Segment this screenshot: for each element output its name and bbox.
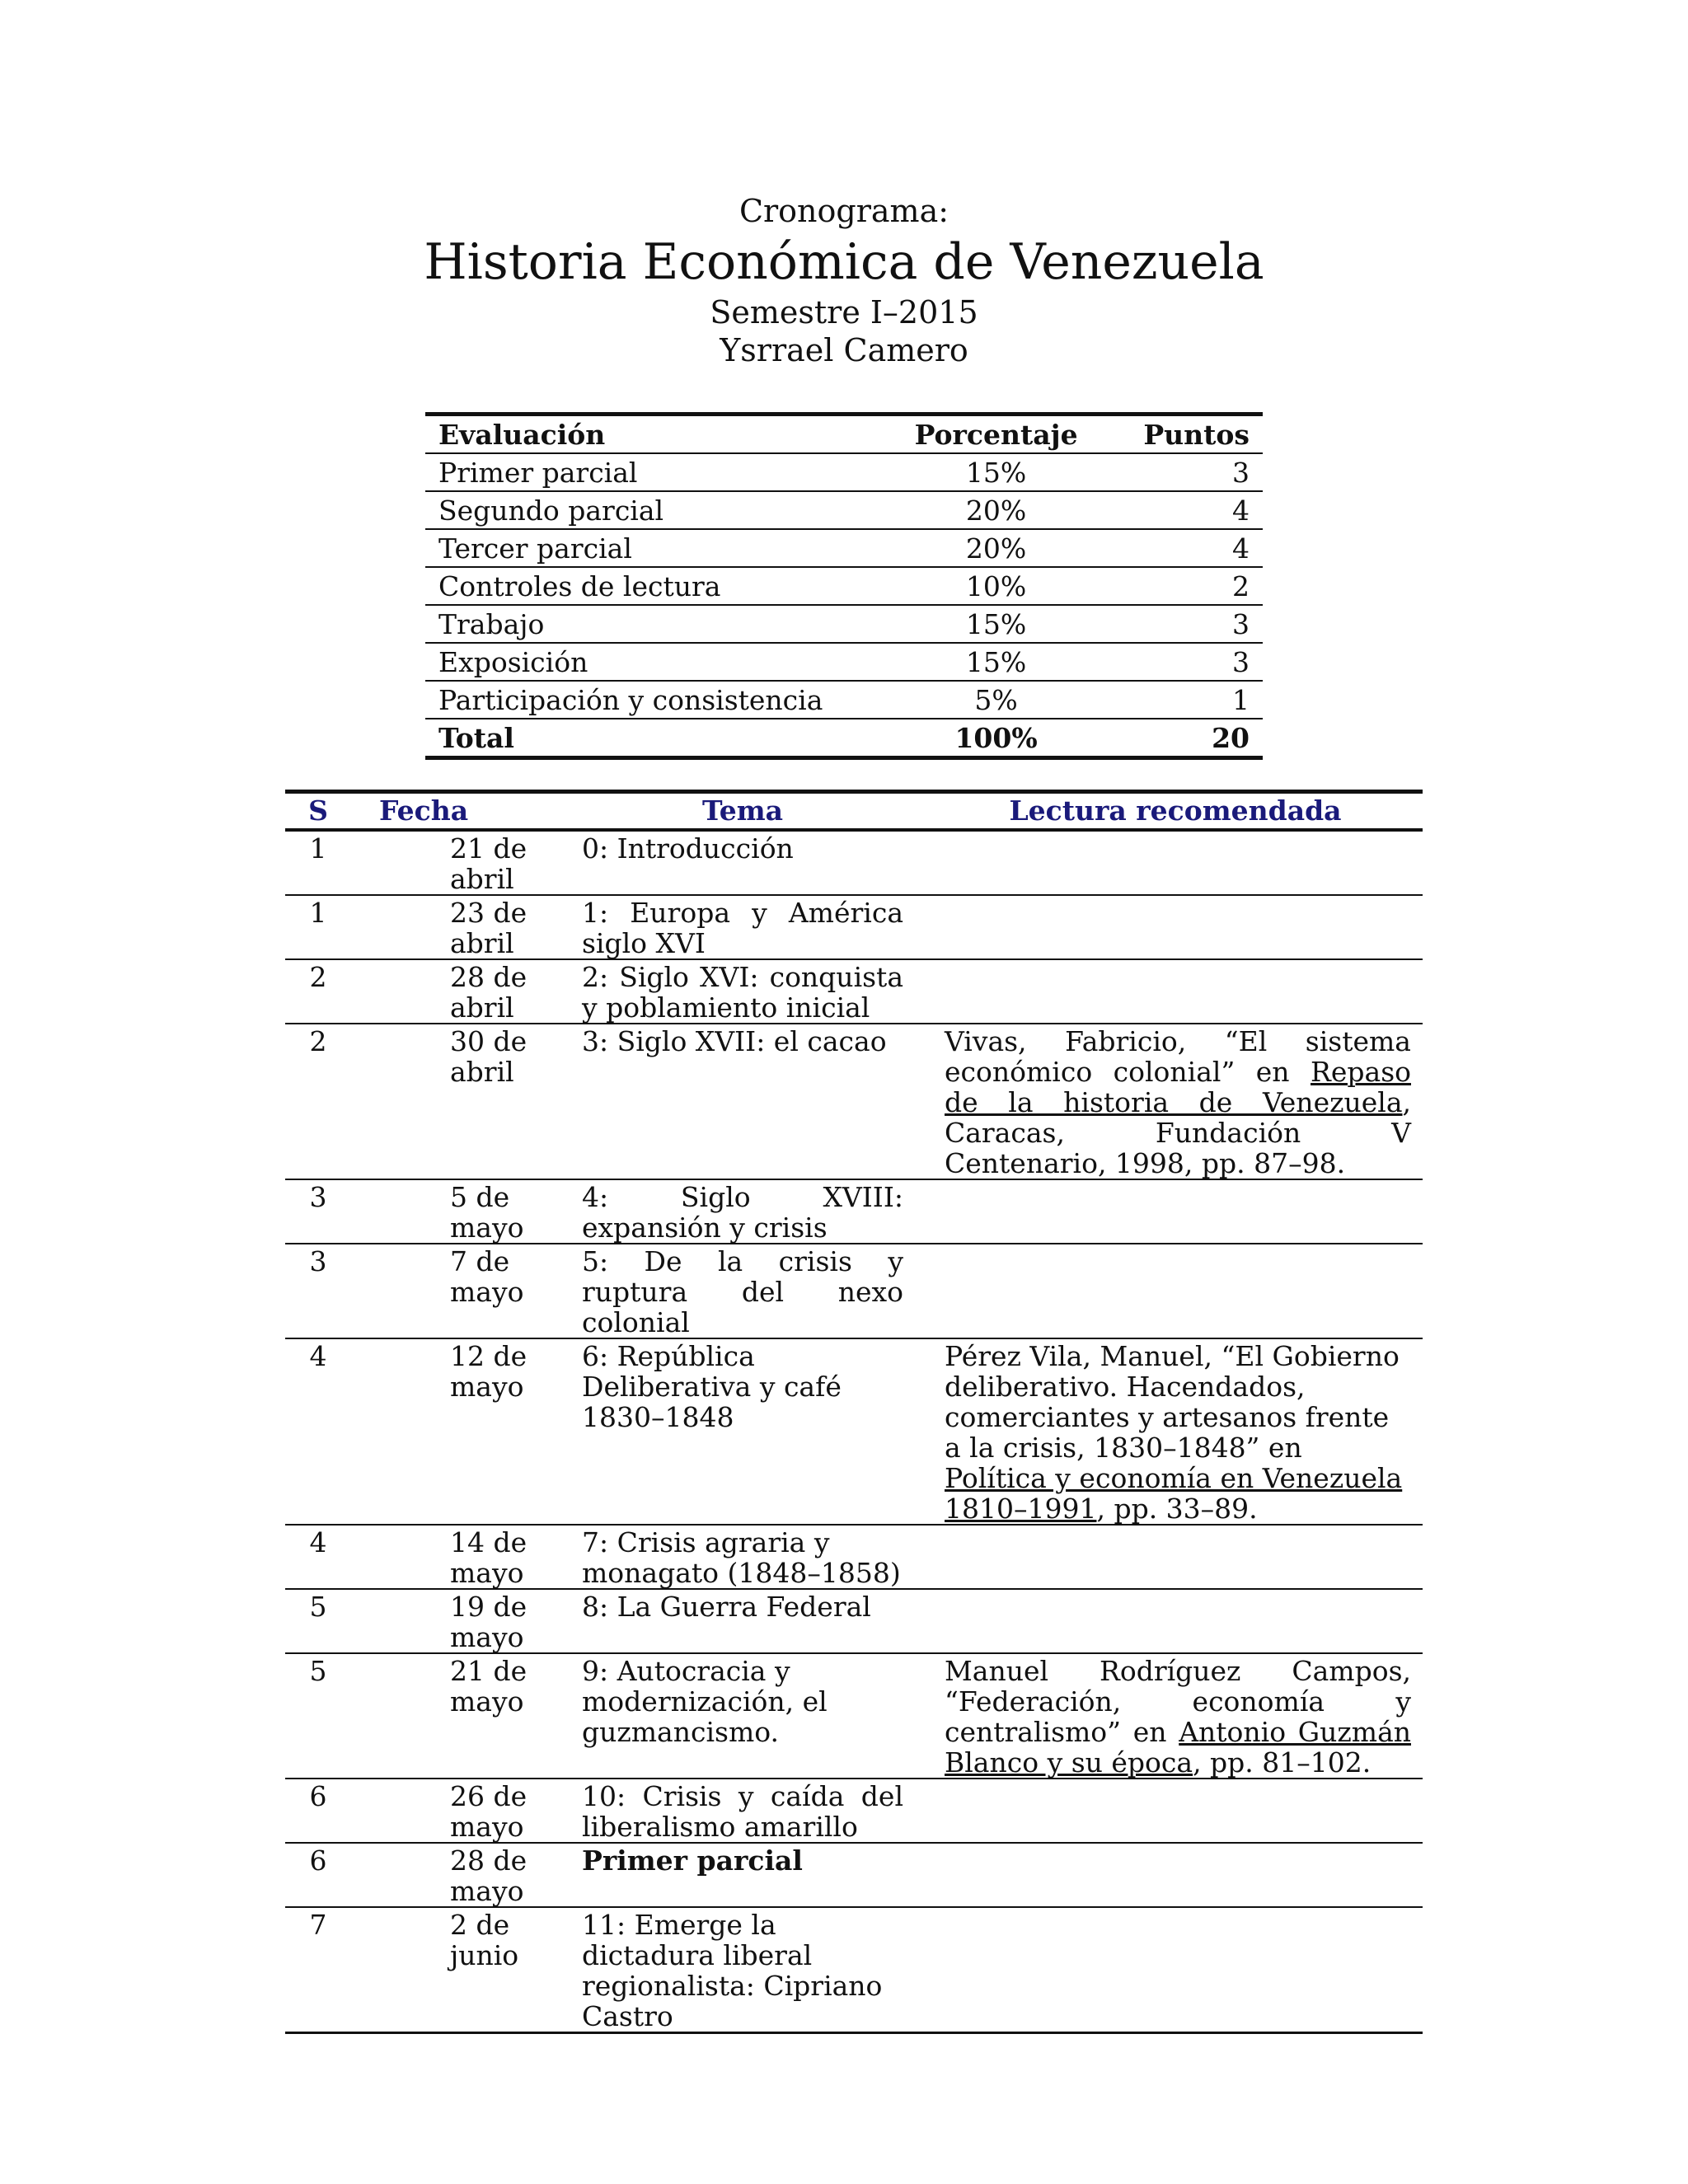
header-pretitle: Cronograma: [738,193,950,229]
schedule-date: 7 de mayo [351,1244,557,1338]
evaluation-total-label: Total [425,719,862,758]
schedule-reading [928,1179,1423,1244]
schedule-date: 5 de mayo [351,1179,557,1244]
reading-citation-details: , pp. 33–89. [1096,1493,1258,1525]
table-row [285,1907,1423,2033]
reading-citation-details: , Caracas, Fundación V Centenario, 1998, pp. 87–98. [945,1086,1411,1179]
schedule-col-topic: Tema [557,792,928,831]
reading-citation: Pérez Vila, Manuel, “El Gobierno deliberativo. Hacendados, comerciantes y artesanos frente a la crisis, 1830–1848” en [945,1340,1400,1464]
header-author: Ysrrael Camero [720,332,968,368]
table-row [285,1843,1423,1907]
evaluation-col-percent: Porcentaje [862,415,1131,454]
schedule-reading [928,830,1423,895]
schedule-date: 2 de junio [351,1907,557,2033]
table-row [425,567,1263,605]
evaluation-table [425,412,1263,760]
schedule-topic: 11: Emerge la dictadura liberal regionalista: Cipriano Castro [557,1907,928,2033]
evaluation-percent: 5% [862,681,1131,719]
schedule-week: 7 [285,1907,351,2033]
reading-citation-details: , pp. 81–102. [1193,1746,1372,1779]
evaluation-item: Controles de lectura [425,567,862,605]
evaluation-points: 3 [1130,453,1263,491]
schedule-week: 3 [285,1179,351,1244]
evaluation-percent: 10% [862,567,1131,605]
table-row [285,1589,1423,1653]
table-row [425,605,1263,643]
schedule-week: 6 [285,1779,351,1843]
schedule-topic: 0: Introducción [557,830,928,895]
schedule-date: 28 de mayo [351,1843,557,1907]
evaluation-item: Participación y consistencia [425,681,862,719]
schedule-date: 19 de mayo [351,1589,557,1653]
reading-book-title: Política y economía en Venezuela 1810–1991 [945,1462,1403,1525]
evaluation-item: Primer parcial [425,453,862,491]
table-row [425,681,1263,719]
table-row [285,1179,1423,1244]
table-row [425,453,1263,491]
evaluation-col-item: Evaluación [425,415,862,454]
table-row [285,959,1423,1024]
schedule-topic: 10: Crisis y caída del liberalismo amarillo [557,1779,928,1843]
schedule-topic: 2: Siglo XVI: conquista y poblamiento inicial [557,959,928,1024]
table-row [285,1244,1423,1338]
table-row [285,1779,1423,1843]
table-row [285,895,1423,959]
schedule-topic: 4: Siglo XVIII: expansión y crisis [557,1179,928,1244]
schedule-week: 6 [285,1843,351,1907]
schedule-reading [928,1589,1423,1653]
evaluation-points: 3 [1130,605,1263,643]
schedule-col-week: S [285,792,351,831]
evaluation-item: Segundo parcial [425,491,862,529]
evaluation-percent: 20% [862,529,1131,567]
evaluation-total-percent: 100% [862,719,1131,758]
schedule-col-date: Fecha [351,792,557,831]
table-row [285,1024,1423,1179]
schedule-topic: 5: De la crisis y ruptura del nexo colonial [557,1244,928,1338]
schedule-col-reading: Lectura recomendada [928,792,1423,831]
schedule-week: 1 [285,830,351,895]
schedule-date: 12 de mayo [351,1338,557,1525]
schedule-reading [928,1525,1423,1589]
schedule-week: 2 [285,959,351,1024]
schedule-topic: Primer parcial [582,1844,803,1877]
schedule-header-row [285,792,1423,831]
evaluation-total-points: 20 [1130,719,1263,758]
evaluation-item: Trabajo [425,605,862,643]
schedule-week: 5 [285,1589,351,1653]
evaluation-points: 4 [1130,529,1263,567]
evaluation-item: Tercer parcial [425,529,862,567]
schedule-week: 1 [285,895,351,959]
schedule-week: 4 [285,1525,351,1589]
schedule-date: 21 de abril [351,830,557,895]
table-row [285,1525,1423,1589]
schedule-date: 21 de mayo [351,1653,557,1779]
schedule-reading [928,1779,1423,1843]
schedule-reading [928,1244,1423,1338]
schedule-reading [928,1843,1423,1907]
schedule-reading [928,1338,1423,1525]
evaluation-percent: 15% [862,453,1131,491]
table-row [425,491,1263,529]
reading-citation: Vivas, Fabricio, “El sistema económico colonial” en [945,1025,1411,1088]
schedule-week: 4 [285,1338,351,1525]
table-row [285,830,1423,895]
schedule-date: 28 de abril [351,959,557,1024]
evaluation-item: Exposición [425,643,862,681]
evaluation-points: 3 [1130,643,1263,681]
table-row [425,529,1263,567]
schedule-reading [928,1907,1423,2033]
evaluation-percent: 15% [862,643,1131,681]
reading-book-title: Antonio Guzmán Blanco y su época [945,1716,1411,1779]
schedule-week: 2 [285,1024,351,1179]
evaluation-points: 1 [1130,681,1263,719]
reading-citation: Manuel Rodríguez Campos, “Federación, economía y centralismo” en [945,1655,1411,1748]
table-row [285,1338,1423,1525]
schedule-week: 3 [285,1244,351,1338]
evaluation-percent: 20% [862,491,1131,529]
header-semester: Semestre I–2015 [710,294,978,330]
schedule-table [285,790,1423,2034]
document-header [0,191,1688,369]
table-row [285,1653,1423,1779]
schedule-topic: 7: Crisis agraria y monagato (1848–1858) [557,1525,928,1589]
schedule-topic: 3: Siglo XVII: el cacao [557,1024,928,1179]
schedule-date: 30 de abril [351,1024,557,1179]
reading-book-title: Repaso de la historia de Venezuela [945,1056,1411,1118]
schedule-topic: 9: Autocracia y modernización, el guzmancismo. [557,1653,928,1779]
schedule-reading [928,959,1423,1024]
schedule-date: 14 de mayo [351,1525,557,1589]
schedule-reading [928,1653,1423,1779]
schedule-date: 23 de abril [351,895,557,959]
page-title: Historia Económica de Venezuela [424,233,1264,291]
evaluation-col-points: Puntos [1130,415,1263,454]
table-row [425,643,1263,681]
evaluation-points: 2 [1130,567,1263,605]
schedule-date: 26 de mayo [351,1779,557,1843]
schedule-reading [928,1024,1423,1179]
schedule-reading [928,895,1423,959]
evaluation-percent: 15% [862,605,1131,643]
schedule-topic: 8: La Guerra Federal [557,1589,928,1653]
schedule-topic: 1: Europa y América siglo XVI [557,895,928,959]
schedule-topic-cell [557,1843,928,1907]
evaluation-total-row [425,719,1263,758]
schedule-week: 5 [285,1653,351,1779]
schedule-topic: 6: República Deliberativa y café 1830–1848 [557,1338,928,1525]
evaluation-points: 4 [1130,491,1263,529]
evaluation-header-row [425,415,1263,454]
